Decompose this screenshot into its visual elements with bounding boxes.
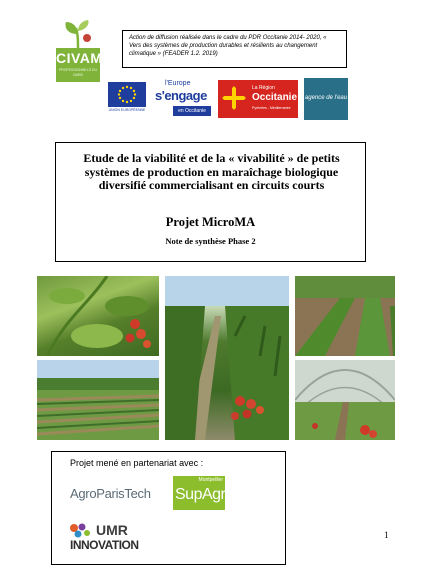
- diffusion-notice: Action de diffusion réalisée dans le cadre du PDR Occitanie 2014- 2020, « Vers des systèmes de production durables et résilients au changement climatique » (FEADER 1.2. 2019): [122, 30, 347, 68]
- greenhouse-rows-image: [165, 276, 289, 440]
- funder-logos: [108, 78, 350, 120]
- eu-stars-icon: [108, 82, 146, 107]
- feader-line3: en Occitanie: [173, 106, 211, 116]
- tunnel-greenhouse-image: [295, 360, 395, 440]
- region-line1: La Région: [252, 85, 275, 91]
- agroparistech-logo: [70, 486, 162, 516]
- photo-field: [37, 360, 159, 440]
- vegetable-rows-image: [295, 276, 395, 356]
- photo-greenhouse-tomatoes: [165, 276, 289, 440]
- field-image: [37, 360, 159, 440]
- supagro-city: Montpellier: [198, 477, 223, 483]
- supagro-name: SupAgro: [175, 486, 234, 503]
- sprout-icon: [54, 20, 102, 50]
- umr-line1: UMR: [96, 522, 128, 538]
- document-title: Etude de la viabilité et de la « vivabilité » de petits systèmes de production en maraîchage biologique diversifié commercialisant en circuits courts: [83, 151, 340, 192]
- project-name: Projet MicroMA: [165, 215, 256, 229]
- agroparistech-name: AgroParisTech: [70, 486, 151, 501]
- civam-name: CIVAM: [56, 50, 103, 66]
- agence-eau-logo: [304, 78, 348, 120]
- photo-tunnel: [295, 360, 395, 440]
- civam-logo: [54, 20, 102, 82]
- region-occitanie-logo: [218, 80, 298, 118]
- page-number: 1: [384, 530, 389, 540]
- feader-line2: s'engage: [155, 88, 207, 103]
- tomato-plant-image: [37, 276, 159, 356]
- title-box: [55, 142, 366, 262]
- region-line2: Occitanie: [252, 92, 298, 103]
- eu-caption: UNION EUROPÉENNE: [108, 108, 146, 112]
- photo-tomatoes: [37, 276, 159, 356]
- supagro-logo: [173, 476, 234, 510]
- civam-subtitle: PROFESSIONNELS DU GARD: [58, 68, 98, 77]
- partners-box: [51, 451, 286, 565]
- partners-label: Projet mené en partenariat avec :: [70, 458, 204, 468]
- umr-innovation-logo: [68, 522, 168, 556]
- agence-text: agence de l'eau: [304, 95, 348, 101]
- region-line3: Pyrénées - Méditerranée: [252, 106, 291, 110]
- occitan-cross-icon: [222, 86, 246, 110]
- note-subtitle: Note de synthèse Phase 2: [165, 236, 256, 246]
- eu-logo: [108, 82, 146, 114]
- umr-line2: INNOVATION: [70, 538, 139, 552]
- feader-logo: [155, 80, 213, 118]
- photo-vegetable-rows: [295, 276, 395, 356]
- feader-line1: l'Europe: [165, 80, 191, 87]
